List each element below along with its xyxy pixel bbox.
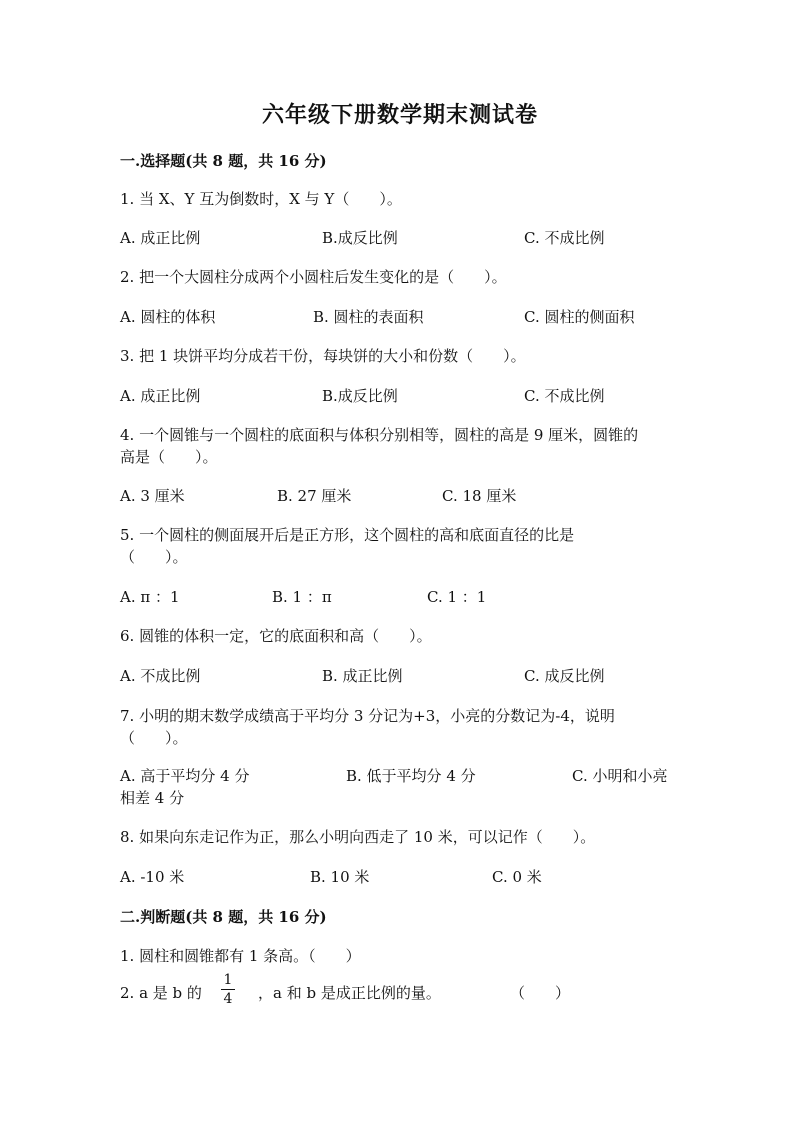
question-4: 4. 一个圆锥与一个圆柱的底面积与体积分别相等，圆柱的高是 9 厘米，圆锥的 xyxy=(120,426,639,444)
option-a: A. 不成比例 xyxy=(120,667,201,685)
option-c: C. 成反比例 xyxy=(524,667,605,685)
judgement-question-2-suffix: ，a 和 b 是成正比例的量。 xyxy=(258,984,441,1002)
section-heading-choice: 一.选择题(共 8 题，共 16 分) xyxy=(120,152,327,170)
option-a: A. 成正比例 xyxy=(120,387,201,405)
option-b: B.成反比例 xyxy=(322,229,398,247)
option-c: C. 0 米 xyxy=(492,868,542,886)
option-b: B. 低于平均分 4 分 xyxy=(346,767,476,785)
section-heading-judgement: 二.判断题(共 8 题，共 16 分) xyxy=(120,908,327,926)
question-7-continued: （ ）。 xyxy=(120,729,188,747)
page-title: 六年级下册数学期末测试卷 xyxy=(261,102,538,128)
option-c: C. 圆柱的侧面积 xyxy=(524,308,635,326)
option-b: B. 圆柱的表面积 xyxy=(313,308,424,326)
option-b: B. 成正比例 xyxy=(322,667,403,685)
question-4-continued: 高是（ ）。 xyxy=(120,448,218,466)
option-a: A. -10 米 xyxy=(120,868,185,886)
option-c: C. 小明和小亮 xyxy=(572,767,668,785)
option-c-continued: 相差 4 分 xyxy=(120,789,185,807)
answer-parentheses: （ ） xyxy=(510,984,571,1002)
option-c: C. 1 ：1 xyxy=(427,588,487,606)
question-8: 8. 如果向东走记作为正，那么小明向西走了 10 米，可以记作（ ）。 xyxy=(120,828,596,846)
option-a: A. 成正比例 xyxy=(120,229,201,247)
option-b: B.成反比例 xyxy=(322,387,398,405)
option-a: A. 3 厘米 xyxy=(120,487,185,505)
fraction-denominator: 4 xyxy=(223,991,233,1007)
option-a: A. 圆柱的体积 xyxy=(120,308,216,326)
judgement-question-2-prefix: 2. a 是 b 的 xyxy=(120,984,202,1002)
fraction-numerator: 1 xyxy=(223,972,233,988)
question-7: 7. 小明的期末数学成绩高于平均分 3 分记为+3，小亮的分数记为-4，说明 xyxy=(120,707,615,725)
question-6: 6. 圆锥的体积一定，它的底面积和高（ ）。 xyxy=(120,627,432,645)
option-b: B. 27 厘米 xyxy=(277,487,352,505)
option-c: C. 18 厘米 xyxy=(442,487,517,505)
question-2: 2. 把一个大圆柱分成两个小圆柱后发生变化的是（ ）。 xyxy=(120,268,507,286)
option-b: B. 1 ：π xyxy=(272,588,332,606)
fraction-bar xyxy=(221,989,235,990)
question-1: 1. 当 X、Y 互为倒数时，X 与 Y（ ）。 xyxy=(120,190,402,208)
judgement-question-1: 1. 圆柱和圆锥都有 1 条高。（ ） xyxy=(120,947,361,965)
option-c: C. 不成比例 xyxy=(524,229,605,247)
question-5: 5. 一个圆柱的侧面展开后是正方形，这个圆柱的高和底面直径的比是 xyxy=(120,526,575,544)
option-a: A. 高于平均分 4 分 xyxy=(120,767,250,785)
option-a: A. π ：1 xyxy=(120,588,180,606)
option-c: C. 不成比例 xyxy=(524,387,605,405)
question-5-continued: （ ）。 xyxy=(120,548,188,566)
option-b: B. 10 米 xyxy=(310,868,370,886)
question-3: 3. 把 1 块饼平均分成若干份，每块饼的大小和份数（ ）。 xyxy=(120,347,526,365)
fraction-one-quarter xyxy=(221,972,235,1007)
